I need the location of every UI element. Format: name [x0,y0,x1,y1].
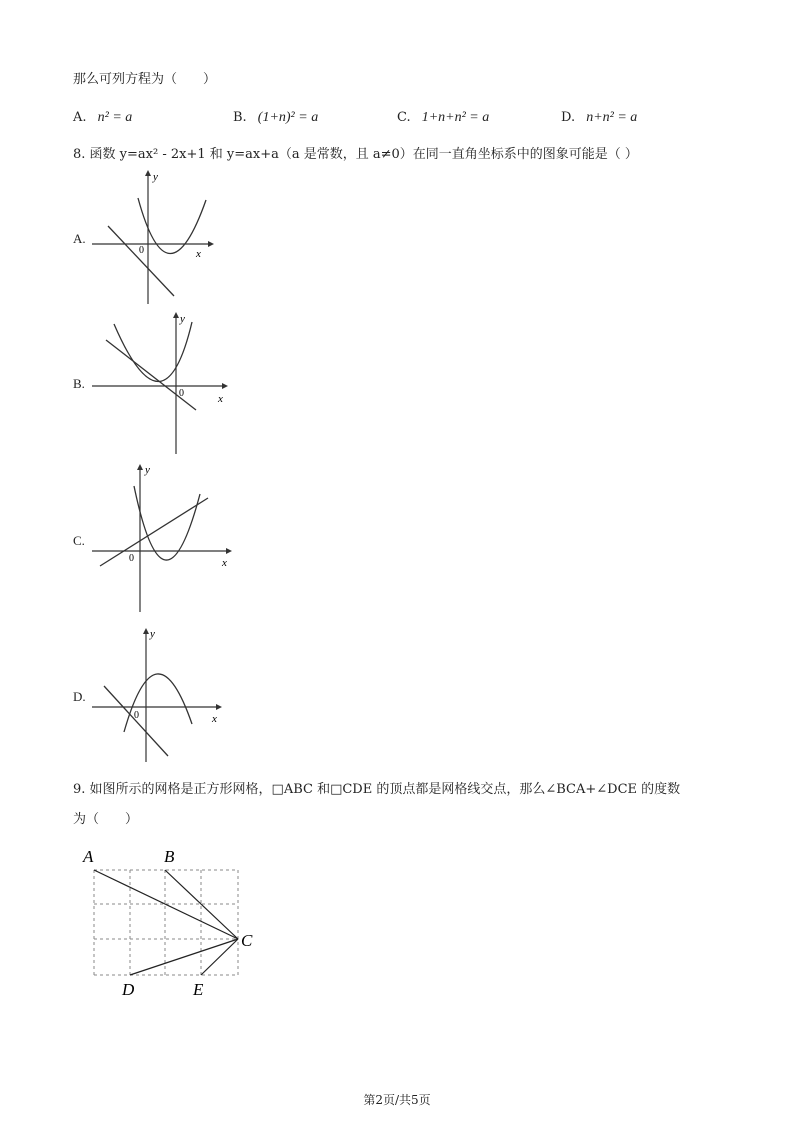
y-label: y [145,464,150,476]
q7-option-a [73,106,132,126]
q8-graph-d [88,624,238,764]
q7-option-b [233,106,318,126]
x-label: x [212,713,217,725]
q8-graph-a [88,168,218,308]
x-arrow [208,241,214,247]
x-arrow [216,704,222,710]
point-c-label: C [241,931,253,950]
q8-option-d-label: D. [73,689,86,704]
option-expr: n+n² = a [586,110,638,125]
line [108,226,174,296]
origin-label: 0 [134,710,139,721]
option-label: A. [73,110,87,125]
q9-stem-line2: 为（ ） [73,812,139,827]
q8-option-a-label: A. [73,231,86,246]
parabola [134,486,200,560]
line [100,498,208,566]
parabola [124,674,192,732]
y-arrow [143,628,149,634]
q9-grid-figure [80,844,280,1004]
q7-option-c [397,106,489,126]
origin-label: 0 [129,553,134,564]
line [106,340,196,410]
q8-graph-c [88,460,238,615]
q8-stem: 8. 函数 y=ax² - 2x+1 和 y=ax+a（a 是常数，且 a≠0）在同一直角坐标系中的图象可能是（ ） [73,147,638,162]
q9-stem-line1: 9. 如图所示的网格是正方形网格，□ABC 和□CDE 的顶点都是网格线交点，那么∠BCA+∠DCE 的度数 [73,782,681,797]
q8-graph-b [88,310,238,460]
origin-label: 0 [139,245,144,256]
q7-option-d [561,106,637,126]
option-label: C. [397,110,411,125]
option-expr: n² = a [97,110,133,125]
x-label: x [218,393,223,405]
x-arrow [226,548,232,554]
option-label: D. [561,110,576,125]
y-arrow [137,464,143,470]
origin-label: 0 [179,388,184,399]
x-arrow [222,383,228,389]
y-arrow [145,170,151,176]
x-label: x [222,557,227,569]
q8-option-b-label: B. [73,376,85,391]
point-d-label: D [122,980,135,999]
point-a-label: A [83,847,94,866]
q7-stem: 那么可列方程为（ ） [73,72,217,87]
x-label: x [196,248,201,260]
y-label: y [150,628,155,640]
y-label: y [180,313,185,325]
page-footer: 第2页/共5页 [363,1093,431,1107]
point-e-label: E [193,980,204,999]
y-label: y [153,171,158,183]
q8-option-c-label: C. [73,533,85,548]
option-expr: (1+n)² = a [257,110,319,125]
point-b-label: B [164,847,175,866]
option-expr: 1+n+n² = a [421,110,490,125]
triangle-lines [94,870,238,975]
y-arrow [173,312,179,318]
option-label: B. [233,110,247,125]
parabola [114,322,192,382]
